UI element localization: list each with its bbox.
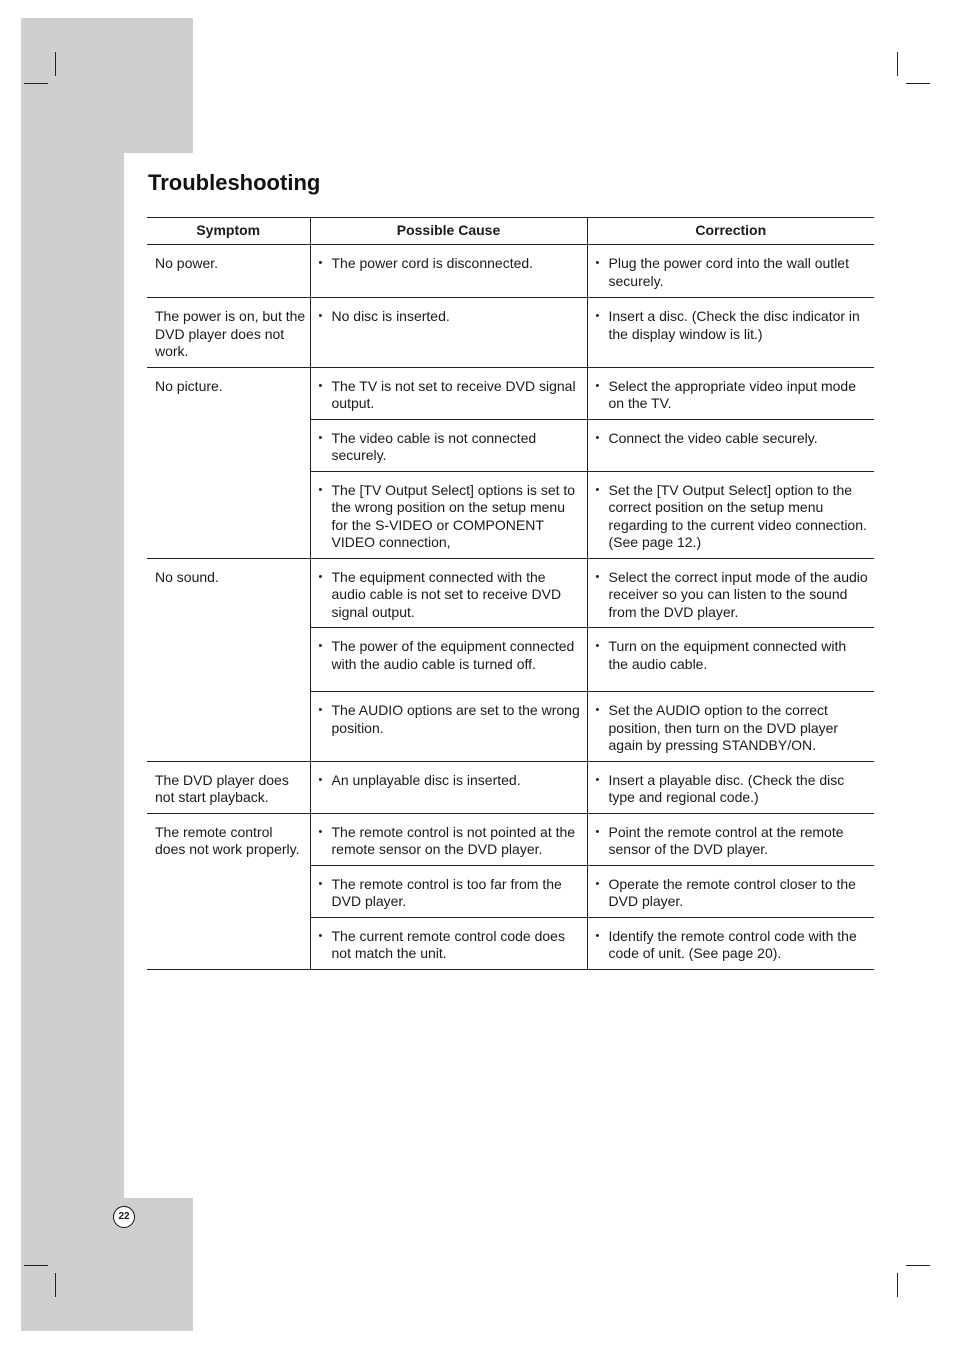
bullet-item xyxy=(311,762,587,796)
crop-mark xyxy=(897,52,898,76)
correction-text: Operate the remote control closer to the DVD player. xyxy=(608,875,856,909)
bullet-item xyxy=(588,762,875,813)
cause-text: The power cord is disconnected. xyxy=(331,255,534,271)
symptom-cell: The power is on, but the DVD player does not work. xyxy=(147,298,310,368)
bullet-icon: • xyxy=(318,877,323,890)
cause-text: The TV is not set to receive DVD signal output. xyxy=(331,377,576,411)
cause-text: The remote control is too far from the DVD player. xyxy=(331,875,562,909)
bullet-icon: • xyxy=(595,379,600,392)
correction-cell xyxy=(587,628,874,692)
bullet-item xyxy=(311,866,587,917)
correction-text: Insert a playable disc. (Check the disc type and regional code.) xyxy=(608,771,845,805)
correction-text: Select the correct input mode of the audio receiver so you can listen to the sound from the DVD player. xyxy=(608,568,868,620)
table-row xyxy=(147,761,874,813)
page-margin-band xyxy=(21,18,124,1331)
correction-cell xyxy=(587,761,874,813)
bullet-item xyxy=(311,692,587,743)
bullet-item xyxy=(311,245,587,279)
correction-text: Point the remote control at the remote sensor of the DVD player. xyxy=(608,823,844,857)
cause-cell xyxy=(310,471,587,558)
bullet-icon: • xyxy=(318,310,323,322)
correction-cell xyxy=(587,865,874,917)
correction-cell xyxy=(587,419,874,471)
bullet-icon: • xyxy=(318,773,323,786)
bullet-icon: • xyxy=(318,825,323,838)
table-body xyxy=(147,245,874,970)
page-title: Troubleshooting xyxy=(148,170,321,195)
crop-mark xyxy=(906,83,930,84)
table-row xyxy=(147,367,874,419)
bullet-item xyxy=(311,298,587,332)
bullet-icon: • xyxy=(318,704,323,716)
bullet-item xyxy=(588,918,875,969)
bullet-item xyxy=(588,692,875,761)
bullet-item xyxy=(588,472,875,558)
bullet-icon: • xyxy=(595,257,600,269)
bullet-item xyxy=(588,368,875,419)
crop-mark xyxy=(24,83,48,84)
bullet-icon: • xyxy=(595,704,600,716)
bullet-item xyxy=(311,814,587,865)
cause-text: The [TV Output Select] options is set to the wrong position on the setup menu for the S-VIDEO or COMPONENT VIDEO connection, xyxy=(331,481,576,550)
header-correction: Correction xyxy=(587,218,874,245)
crop-mark xyxy=(906,1265,930,1266)
correction-cell xyxy=(587,471,874,558)
table-header-row xyxy=(147,218,874,245)
bullet-icon: • xyxy=(595,640,600,652)
cause-cell xyxy=(310,298,587,368)
correction-text: Turn on the equipment connected with the audio cable. xyxy=(608,638,847,672)
correction-text: Identify the remote control code with the code of unit. (See page 20). xyxy=(608,927,857,961)
bullet-icon: • xyxy=(595,877,600,890)
table-row xyxy=(147,558,874,628)
bullet-item xyxy=(588,420,875,454)
bullet-item xyxy=(311,628,587,679)
cause-text: No disc is inserted. xyxy=(331,308,450,324)
crop-mark xyxy=(897,1273,898,1297)
bullet-icon: • xyxy=(595,431,600,444)
cause-cell xyxy=(310,367,587,419)
page-number-badge: 22 xyxy=(113,1206,135,1228)
cause-cell xyxy=(310,813,587,865)
bullet-item xyxy=(588,245,875,296)
bullet-item xyxy=(311,559,587,628)
troubleshooting-table xyxy=(147,217,874,970)
cause-cell xyxy=(310,761,587,813)
bullet-icon: • xyxy=(318,483,323,496)
cause-cell xyxy=(310,419,587,471)
cause-cell xyxy=(310,558,587,628)
correction-cell xyxy=(587,367,874,419)
cause-cell xyxy=(310,865,587,917)
bullet-item xyxy=(588,628,875,679)
crop-mark xyxy=(55,1273,56,1297)
symptom-cell: No sound. xyxy=(147,558,310,761)
cause-text: The equipment connected with the audio cable is not set to receive DVD signal output. xyxy=(331,568,562,620)
correction-cell xyxy=(587,692,874,762)
bullet-icon: • xyxy=(595,570,600,583)
correction-cell xyxy=(587,245,874,298)
bullet-icon: • xyxy=(595,483,600,496)
bullet-item xyxy=(311,472,587,558)
correction-text: Connect the video cable securely. xyxy=(608,429,818,446)
bullet-icon: • xyxy=(318,929,323,942)
cause-cell xyxy=(310,245,587,298)
bullet-icon: • xyxy=(318,570,323,583)
bullet-item xyxy=(588,866,875,917)
crop-mark xyxy=(24,1265,48,1266)
cause-text: The current remote control code does not match the unit. xyxy=(331,927,565,961)
bullet-icon: • xyxy=(595,773,600,786)
bullet-item xyxy=(588,559,875,628)
bullet-icon: • xyxy=(595,929,600,942)
table-row xyxy=(147,245,874,298)
correction-cell xyxy=(587,813,874,865)
correction-text: Insert a disc. (Check the disc indicator in the display window is lit.) xyxy=(608,308,860,342)
bullet-item xyxy=(588,814,875,865)
bullet-icon: • xyxy=(595,310,600,322)
cause-text: An unplayable disc is inserted. xyxy=(331,771,521,788)
bullet-icon: • xyxy=(318,640,323,652)
crop-mark xyxy=(55,52,56,76)
bullet-item xyxy=(311,420,587,471)
bullet-icon: • xyxy=(318,379,323,392)
correction-cell xyxy=(587,558,874,628)
symptom-cell: The DVD player does not start playback. xyxy=(147,761,310,813)
header-symptom: Symptom xyxy=(147,218,310,245)
bullet-item xyxy=(311,918,587,969)
correction-cell xyxy=(587,298,874,368)
bullet-item xyxy=(311,368,587,419)
table-row xyxy=(147,298,874,368)
cause-text: The power of the equipment connected with the audio cable is turned off. xyxy=(331,638,575,672)
correction-cell xyxy=(587,917,874,969)
symptom-cell: No picture. xyxy=(147,367,310,558)
bullet-icon: • xyxy=(318,257,323,269)
correction-text: Set the AUDIO option to the correct position, then turn on the DVD player again by pressing STANDBY/ON. xyxy=(608,702,839,753)
bullet-item xyxy=(588,298,875,349)
cause-cell xyxy=(310,917,587,969)
cause-text: The video cable is not connected securely. xyxy=(331,429,537,463)
cause-cell xyxy=(310,628,587,692)
symptom-cell: No power. xyxy=(147,245,310,298)
header-possible-cause: Possible Cause xyxy=(310,218,587,245)
bullet-icon: • xyxy=(595,825,600,838)
correction-text: Set the [TV Output Select] option to the correct position on the setup menu regarding to the current video connection. (See page 12.) xyxy=(608,481,867,550)
cause-text: The AUDIO options are set to the wrong position. xyxy=(331,702,580,736)
cause-text: The remote control is not pointed at the remote sensor on the DVD player. xyxy=(331,823,576,857)
correction-text: Select the appropriate video input mode on the TV. xyxy=(608,377,856,411)
bullet-icon: • xyxy=(318,431,323,444)
cause-cell xyxy=(310,692,587,762)
correction-text: Plug the power cord into the wall outlet securely. xyxy=(608,255,849,289)
symptom-cell: The remote control does not work properly. xyxy=(147,813,310,969)
table-row xyxy=(147,813,874,865)
